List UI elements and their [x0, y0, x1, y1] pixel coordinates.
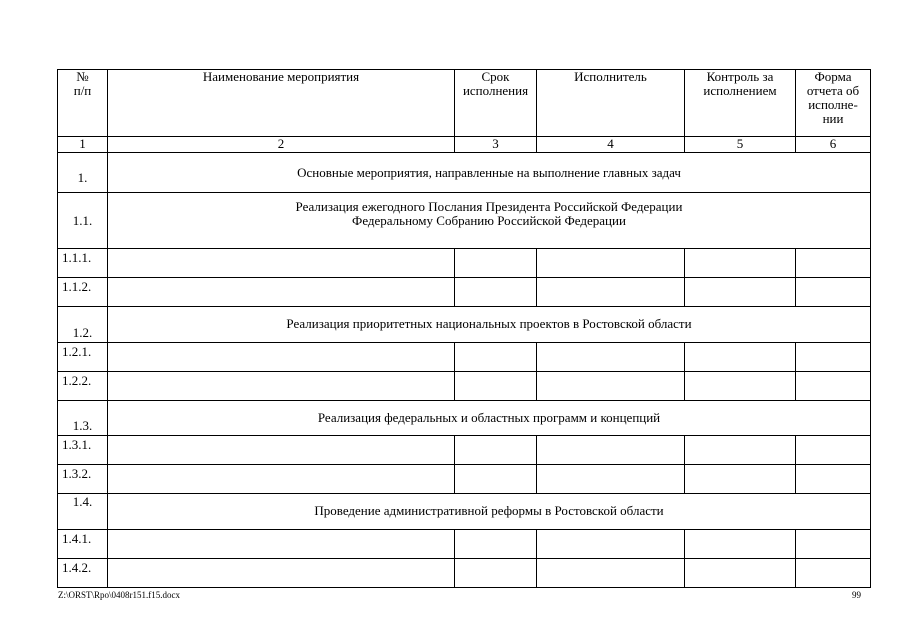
section-number: 1.3.: [58, 401, 108, 436]
table-cell: [108, 372, 455, 401]
section-title: Реализация федеральных и областных программ и концепций: [108, 401, 871, 436]
table-cell: [796, 559, 871, 588]
header-control: Контроль за исполнением: [685, 70, 796, 137]
header-deadline: Срок исполнения: [455, 70, 537, 137]
table-cell: [685, 559, 796, 588]
table-cell: [685, 249, 796, 278]
section-row: [58, 401, 871, 436]
table-cell: [685, 343, 796, 372]
column-number: 3: [455, 137, 537, 153]
section-row: [58, 153, 871, 193]
header-no-text: п/п: [73, 83, 92, 98]
row-number: 1.4.1.: [58, 530, 108, 559]
column-number: 5: [685, 137, 796, 153]
footer-page-number: 99: [852, 590, 861, 600]
table-cell: [685, 372, 796, 401]
table-cell: [537, 372, 685, 401]
table-cell: [796, 372, 871, 401]
column-number: 4: [537, 137, 685, 153]
section-title: Реализация приоритетных национальных проектов в Ростовской области: [108, 307, 871, 343]
table-cell: [108, 465, 455, 494]
table-cell: [537, 343, 685, 372]
table-cell: [685, 530, 796, 559]
table-cell: [685, 465, 796, 494]
header-no-sign: №: [76, 69, 89, 84]
row-number: 1.4.2.: [58, 559, 108, 588]
row-number: 1.3.1.: [58, 436, 108, 465]
table-cell: [455, 436, 537, 465]
table-cell: [796, 436, 871, 465]
table-cell: [455, 249, 537, 278]
table-cell: [108, 249, 455, 278]
table-cell: [537, 436, 685, 465]
column-number: 1: [58, 137, 108, 153]
table-cell: [108, 530, 455, 559]
table-cell: [685, 278, 796, 307]
section-title: Основные мероприятия, направленные на выполнение главных задач: [108, 153, 871, 193]
section-title: Проведение административной реформы в Ростовской области: [108, 494, 871, 530]
table-cell: [108, 559, 455, 588]
table-row: [58, 372, 871, 401]
table-cell: [108, 278, 455, 307]
table-cell: [108, 343, 455, 372]
header-report: Форма отчета об исполне- нии: [796, 70, 871, 137]
table-cell: [108, 436, 455, 465]
section-number: 1.: [58, 153, 108, 193]
header-executor: Исполнитель: [537, 70, 685, 137]
table-row: [58, 278, 871, 307]
footer-file-path: Z:\ORST\Rpo\0408r151.f15.docx: [58, 590, 180, 600]
table-cell: [796, 530, 871, 559]
table-row: [58, 249, 871, 278]
section-row: [58, 307, 871, 343]
section-number: 1.1.: [58, 193, 108, 249]
column-number: 6: [796, 137, 871, 153]
table-row: [58, 343, 871, 372]
table-row: [58, 465, 871, 494]
header-row: [58, 70, 871, 137]
table-cell: [455, 372, 537, 401]
table-row: [58, 559, 871, 588]
section-row: [58, 494, 871, 530]
section-number: 1.4.: [58, 494, 108, 530]
table-cell: [685, 436, 796, 465]
section-title-line: Федеральному Собранию Российской Федерации: [352, 212, 626, 228]
table-cell: [796, 278, 871, 307]
row-number: 1.1.1.: [58, 249, 108, 278]
table-cell: [455, 278, 537, 307]
row-number: 1.1.2.: [58, 278, 108, 307]
table-cell: [796, 343, 871, 372]
table-cell: [455, 343, 537, 372]
column-number: 2: [108, 137, 455, 153]
header-name: Наименование мероприятия: [108, 70, 455, 137]
table-cell: [537, 278, 685, 307]
table-cell: [537, 530, 685, 559]
section-number: 1.2.: [58, 307, 108, 343]
table-cell: [537, 559, 685, 588]
column-number-row: [58, 137, 871, 153]
row-number: 1.2.1.: [58, 343, 108, 372]
plan-table: [57, 69, 871, 588]
table-cell: [796, 249, 871, 278]
header-no: [58, 70, 108, 137]
table-row: [58, 530, 871, 559]
section-title: [108, 193, 871, 249]
table-cell: [455, 530, 537, 559]
row-number: 1.2.2.: [58, 372, 108, 401]
section-row: [58, 193, 871, 249]
table-cell: [796, 465, 871, 494]
table-cell: [455, 465, 537, 494]
section-title-line: Реализация ежегодного Послания Президента Российской Федерации: [295, 198, 683, 214]
row-number: 1.3.2.: [58, 465, 108, 494]
table-row: [58, 436, 871, 465]
table-cell: [455, 559, 537, 588]
table-cell: [537, 249, 685, 278]
table-cell: [537, 465, 685, 494]
